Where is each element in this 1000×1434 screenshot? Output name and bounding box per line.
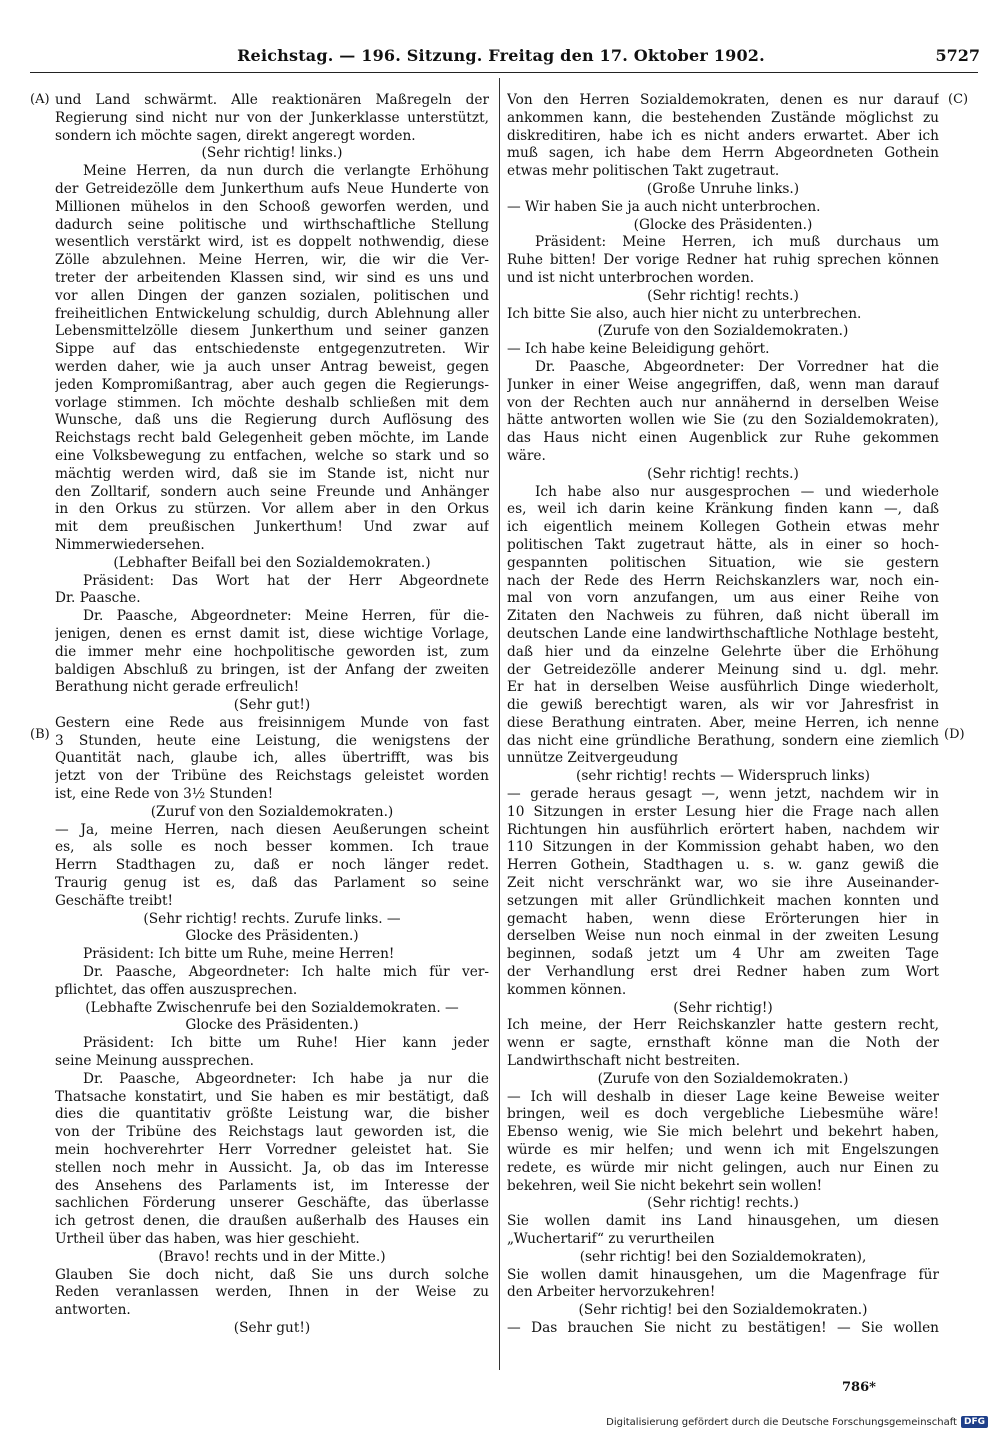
text-line: etwas mehr politischen Takt zugetraut. [507, 163, 780, 180]
text-line: Reden veranlassen werden, Ihnen in der Weise zu [55, 1284, 489, 1301]
text-line: wäre. [507, 447, 546, 464]
text-line: Dr. Paasche, Abgeordneter: Der Vorredner hat die [535, 358, 939, 375]
text-line: werden daher, wie ja auch unser Antrag beweist, gegen [55, 358, 489, 375]
text-line: muß sagen, ich habe dem Herrn Abgeordneten Gothein [507, 145, 939, 162]
text-line: beginnen, sodaß jetzt um 4 Uhr am zweiten Tage [507, 946, 939, 963]
text-line: — Wir haben Sie ja auch nicht unterbrochen. [507, 198, 821, 215]
text-line: (Sehr richtig! rechts.) [647, 287, 799, 304]
text-line: Urtheil über das haben, was hier geschieht. [55, 1231, 360, 1247]
page-title: Reichstag. — 196. Sitzung. Freitag den 17. Oktober 1902. [237, 46, 765, 65]
text-line: 110 Sitzungen in der Kommission gehabt haben, wo den [507, 839, 939, 856]
text-line: diese Berathung eintraten. Aber, meine Herren, ich nenne [507, 714, 939, 731]
text-line: der Getreidezölle anderer Meinung sind u. dgl. mehr. [507, 661, 939, 678]
text-line: (Lebhafte Zwischenrufe bei den Sozialdemokraten. — [85, 999, 459, 1016]
text-line: Lebensmittelzölle diesem Junkerthum und seiner ganzen [55, 323, 489, 340]
text-line: Glocke des Präsidenten.) [185, 928, 359, 945]
text-line: Wunsche, daß uns die Regierung durch Auflösung des [55, 412, 489, 429]
margin-marker-a: (A) [30, 92, 50, 107]
text-line: und ist nicht unterbrochen worden. [507, 269, 755, 286]
text-line: Landwirthschaft nicht bestreiten. [507, 1053, 741, 1070]
text-line: von der Rechten auch nur annähernd in derselben Weise [507, 394, 939, 411]
header-rule [30, 72, 978, 73]
text-line: (Sehr gut!) [233, 1319, 311, 1336]
dfg-logo-icon: DFG [961, 1416, 988, 1428]
text-line: (Sehr richtig! bei den Sozialdemokraten.) [578, 1302, 868, 1319]
text-line: — Ja, meine Herren, nach diesen Aeußerungen scheint [55, 821, 489, 838]
column-divider [499, 78, 500, 1370]
text-line: (Sehr gut!) [233, 697, 311, 714]
text-line: Berathung nicht gerade erfreulich! [55, 679, 300, 696]
text-line: vor allen Dingen der ganzen sozialen, politischen und [55, 287, 489, 304]
text-line: ich eigentlich meinem Kollegen Gothein etwas mehr [507, 519, 939, 536]
text-line: Sippe auf das entschiedenste entgegenzutreten. Wir [55, 341, 489, 358]
text-line: (Bravo! rechts und in der Mitte.) [158, 1248, 386, 1265]
text-line: ist, eine Rede von 3½ Stunden! [55, 786, 274, 803]
text-line: (Sehr richtig! rechts.) [647, 1195, 799, 1212]
text-line: Thatsache konstatirt, und Sie haben es mir bestätigt, daß [55, 1088, 489, 1105]
text-line: mal von vorn anzufangen, um aus einer Reihe von [507, 590, 939, 607]
text-line: setzungen mit aller Gründlichkeit machen konnten und [507, 892, 939, 909]
text-line: (sehr richtig! bei den Sozialdemokraten), [579, 1248, 867, 1265]
text-line: politischen Takt zugetraut hätte, als in einer so hoch- [507, 536, 939, 553]
text-line: deutschen Lande eine landwirthschaftliche Nothlage besteht, [507, 625, 939, 642]
text-line: der Getreidezölle dem Junkerthum aufs Neue Hunderte von [55, 180, 489, 197]
right-column [507, 92, 939, 1338]
text-line: (Sehr richtig! rechts. Zurufe links. — [143, 910, 401, 927]
text-line: Präsident: Ich bitte um Ruhe, meine Herren! [83, 946, 395, 963]
text-line: Dr. Paasche. [55, 590, 141, 607]
text-line: von der Tribüne des Reichstags laut geworden ist, die [55, 1124, 489, 1141]
text-line: gemacht haben, wenn diese Erörterungen hier in [507, 910, 939, 927]
text-line: Regierung sind nicht nur von der Junkerklasse unterstützt, [55, 109, 489, 126]
text-line: dadurch seine politische und wirthschaftliche Stellung [55, 216, 489, 233]
text-line: diskreditiren, habe ich es nicht anders erwartet. Aber ich [507, 127, 939, 144]
text-line: seine Meinung aussprechen. [55, 1053, 254, 1070]
page-header [22, 46, 980, 70]
text-line: Präsident: Meine Herren, ich muß durchaus um [535, 234, 939, 251]
text-line: — Ich habe keine Beleidigung gehört. [507, 341, 770, 358]
margin-marker-b: (B) [30, 727, 50, 742]
text-line: daß hier und da einzelne Gelehrte über die Erhöhung [507, 643, 939, 660]
text-line: treter der arbeitenden Klassen sind, wir sind es uns und [55, 269, 489, 286]
text-line: sachlichen Förderung unserer Geschäfte, das überlasse [55, 1195, 489, 1212]
page-number: 5727 [935, 46, 980, 65]
text-line: den Arbeiter hervorzukehren! [507, 1284, 716, 1301]
text-line: Glocke des Präsidenten.) [185, 1017, 359, 1034]
text-line: (Zuruf von den Sozialdemokraten.) [150, 803, 394, 820]
text-line: Ich habe also nur ausgesprochen — und wiederhole [535, 483, 939, 500]
text-line: und Land schwärmt. Alle reaktionären Maßregeln der [55, 92, 489, 108]
text-line: wenn er sagte, ernsthaft könne man die Noth der [507, 1035, 939, 1052]
text-line: Junker in einer Weise angegriffen, daß, wenn man darauf [507, 376, 939, 393]
text-line: Er hat in derselben Weise ausführlich Dinge wiederholt, [507, 679, 939, 696]
text-line: (Sehr richtig! rechts.) [647, 465, 799, 482]
text-line: Quantität nach, glaube ich, alles übertrifft, was bis [55, 750, 489, 767]
text-line: „Wuchertarif“ zu verurtheilen [507, 1231, 715, 1247]
margin-marker-c: (C) [948, 92, 969, 107]
text-line: (Lebhafter Beifall bei den Sozialdemokraten.) [113, 554, 431, 571]
text-line: es, weil ich darin keine Kränkung finden kann —, daß [507, 501, 939, 518]
text-line: Richtungen hin ausführlich erörtert haben, nachdem wir [507, 821, 939, 838]
text-line: Gestern eine Rede aus freisinnigem Munde von fast [55, 714, 489, 731]
text-line: Präsident: Das Wort hat der Herr Abgeordnete [83, 572, 489, 589]
text-line: sondern ich möchte sagen, direkt angeregt worden. [55, 127, 416, 144]
text-line: Geschäfte treibt! [55, 892, 174, 909]
digitization-credit [606, 1416, 988, 1428]
text-line: jenigen, denen es ernst damit ist, diese wichtige Vorlage, [55, 625, 489, 642]
text-line: Sie wollen damit ins Land hinausgehen, um diesen [507, 1213, 939, 1230]
text-line: ankommen kann, die bestehenden Zustände möglichst zu [507, 109, 939, 126]
text-line: jetzt von der Tribüne des Reichstags geleistet worden [55, 768, 489, 785]
text-line: Dr. Paasche, Abgeordneter: Ich habe ja nur die [83, 1070, 489, 1087]
text-line: Sie wollen damit hinausgehen, um die Magenfrage für [507, 1266, 939, 1283]
text-line: jeden Kompromißantrag, aber auch gegen die Regierungs- [55, 376, 489, 393]
text-line: stellen noch mehr in Aussicht. Ja, ob das im Interesse [55, 1159, 489, 1176]
text-line: vorlage stimmen. Ich möchte deshalb schließen mit dem [55, 394, 489, 411]
text-line: Ebenso wenig, wie Sie mich belehrt und bekehrt haben, [507, 1124, 939, 1141]
text-line: bringen, weil es doch vergebliche Liebesmühe wäre! [507, 1106, 939, 1123]
text-line: Ich meine, der Herr Reichskanzler hatte gestern recht, [507, 1017, 939, 1034]
text-line: den Zolltarif, sondern auch seine Freunde und Anhänger [55, 483, 489, 500]
text-line: baldigen Abschluß zu bringen, ist der Anfang der zweiten [55, 661, 489, 678]
text-line: Meine Herren, da nun durch die verlangte Erhöhung [83, 163, 489, 180]
text-line: unnütze Zeitvergeudung [507, 750, 679, 767]
text-line: Zölle abzulehnen. Meine Herren, wir, die wir die Ver- [55, 252, 489, 269]
text-line: (Zurufe von den Sozialdemokraten.) [597, 323, 849, 340]
text-line: mit dem preußischen Junkerthum! Und zwar auf [55, 519, 489, 536]
text-line: bekehren, weil Sie nicht bekehrt sein wollen! [507, 1177, 823, 1194]
text-line: — Das brauchen Sie nicht zu bestätigen! — Sie wollen [507, 1319, 939, 1336]
text-line: Herrn Stadthagen zu, daß er noch länger redet. [55, 857, 489, 874]
text-line: 10 Sitzungen in erster Lesung hier die Frage nach allen [507, 803, 939, 820]
text-line: Präsident: Ich bitte um Ruhe! Hier kann jeder [83, 1035, 489, 1052]
text-line: Dr. Paasche, Abgeordneter: Meine Herren, für die- [83, 608, 489, 625]
text-line: (sehr richtig! rechts — Widerspruch links) [576, 768, 870, 785]
text-line: — gerade heraus gesagt —, wenn jetzt, nachdem wir in [507, 786, 939, 803]
text-line: die immer mehr eine hochpolitische geworden ist, zum [55, 643, 489, 660]
text-line: (Große Unruhe links.) [646, 180, 800, 197]
text-line: würde es mir helfen; und wenn ich mit Engelszungen [507, 1142, 939, 1159]
text-line: redete, es würde mir nicht gelingen, auch nur Einen zu [507, 1159, 939, 1176]
text-line: Herren Gothein, Stadthagen u. s. w. ganz gewiß die [507, 857, 939, 874]
text-line: nach der Rede des Herrn Reichskanzlers war, noch ein- [507, 572, 939, 589]
text-line: gespannten politischen Situation, wie sie gestern [507, 554, 939, 571]
text-line: wesentlich verstärkt wird, ist es doppelt nothwendig, diese [55, 234, 489, 251]
text-line: es, als solle es noch besser kommen. Ich traue [55, 839, 489, 856]
left-column [55, 92, 489, 1338]
text-line: (Zurufe von den Sozialdemokraten.) [597, 1070, 849, 1087]
text-line: das Haus nicht einen Augenblick zur Ruhe gekommen [507, 430, 939, 447]
text-line: kommen können. [507, 981, 627, 998]
text-line: der Verhandlung erst drei Redner haben zum Wort [507, 964, 939, 981]
text-line: Ich bitte Sie also, auch hier nicht zu unterbrechen. [507, 305, 862, 322]
signature-mark: 786* [842, 1380, 876, 1395]
text-line: antworten. [55, 1302, 131, 1319]
text-line: freiheitlichen Entwickelung schuldig, durch Ablehnung aller [55, 305, 489, 322]
text-line: Von den Herren Sozialdemokraten, denen es nur darauf [507, 92, 939, 108]
text-line: pflichtet, das offen auszusprechen. [55, 981, 298, 998]
text-line: das nicht eine gründliche Berathung, sondern eine ziemlich [507, 732, 939, 749]
text-line: Zitaten den Nachweis zu führen, daß nicht überall im [507, 608, 939, 625]
text-line: derselben Weise nun noch einmal in der zweiten Lesung [507, 928, 939, 945]
text-line: Millionen mühelos in den Schooß geworfen werden, und [55, 198, 489, 215]
text-line: — Ich will deshalb in dieser Lage keine Beweise weiter [507, 1088, 939, 1105]
text-line: Dr. Paasche, Abgeordneter: Ich halte mich für ver- [83, 964, 489, 981]
text-line: (Sehr richtig!) [673, 999, 773, 1016]
text-line: mächtig werden wird, daß sie im Stande ist, nicht nur [55, 465, 489, 482]
text-line: hätte antworten wollen wie Sie (zu den Sozialdemokraten), [507, 412, 939, 429]
text-line: Zeit nicht verschränkt war, wo sie ihre Auseinander- [507, 875, 939, 892]
text-line: ich getrost denen, die draußen außerhalb des Hauses ein [55, 1213, 489, 1230]
text-line: Ruhe bitten! Der vorige Redner hat ruhig sprechen können [507, 252, 939, 269]
text-line: mein hochverehrter Herr Vorredner geleistet hat. Sie [55, 1142, 489, 1159]
text-line: 3 Stunden, heute eine Leistung, die wenigstens der [55, 732, 489, 749]
text-line: die gewiß berechtigt waren, als wir vor Jahresfrist in [507, 697, 939, 714]
margin-marker-d: (D) [944, 727, 965, 742]
text-line: dies die quantitativ größte Leistung war, die bisher [55, 1106, 489, 1123]
text-line: eine Volksbewegung zu entfachen, welche so stark und so [55, 447, 489, 464]
credit-text: Digitalisierung gefördert durch die Deutsche Forschungsgemeinschaft [606, 1416, 957, 1428]
text-line: Reichstags recht bald Gelegenheit geben möchte, im Lande [55, 430, 489, 447]
text-line: Traurig genug ist es, daß das Parlament so seine [55, 875, 489, 892]
text-line: Nimmerwiedersehen. [55, 536, 205, 553]
text-line: Glauben Sie doch nicht, daß Sie uns durch solche [55, 1266, 489, 1283]
text-line: (Sehr richtig! links.) [201, 145, 343, 162]
text-line: in den Orkus zu stürzen. Vor allem aber in den Orkus [55, 501, 489, 518]
text-line: des Ansehens des Parlaments ist, im Interesse der [55, 1177, 489, 1194]
text-line: (Glocke des Präsidenten.) [633, 216, 813, 233]
